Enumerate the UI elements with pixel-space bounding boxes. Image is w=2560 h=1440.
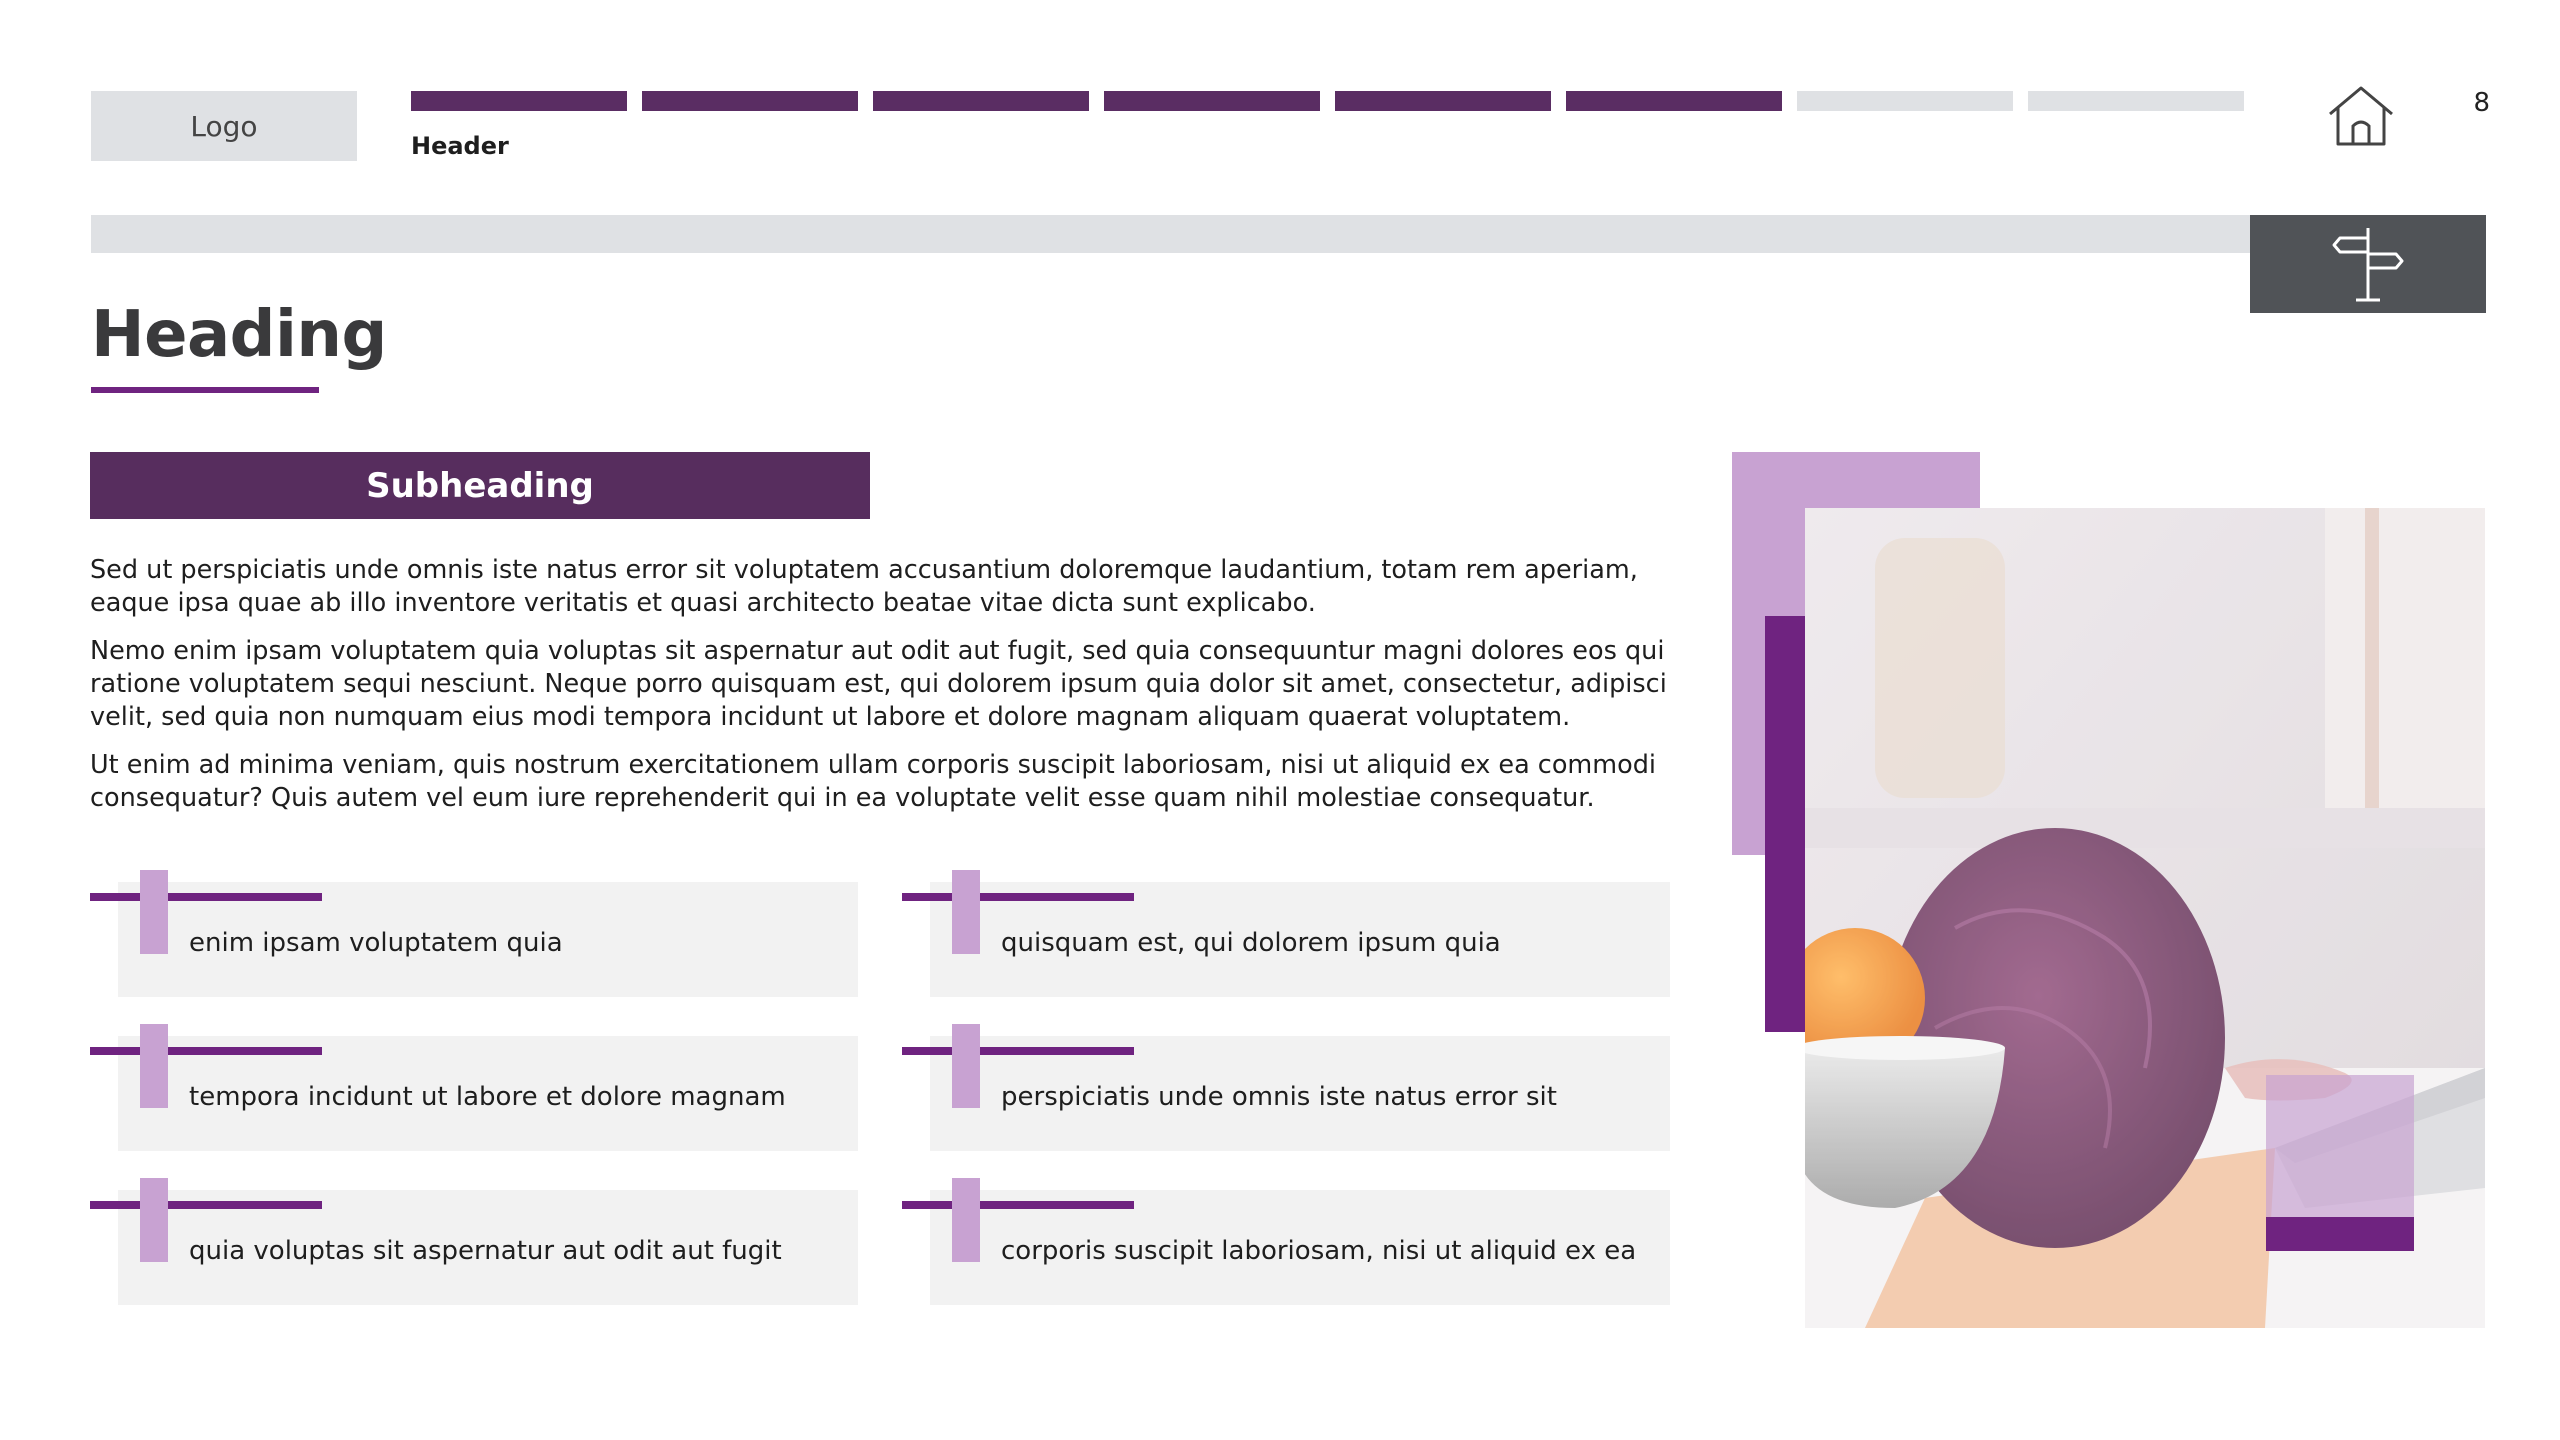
subheading: Subheading xyxy=(90,452,870,519)
list-item xyxy=(902,870,1642,985)
progress-segment xyxy=(1566,91,1782,111)
progress-segment xyxy=(873,91,1089,111)
logo[interactable]: Logo xyxy=(91,91,357,161)
list-item xyxy=(902,1024,1642,1139)
list-item-label: perspiciatis unde omnis iste natus error sit xyxy=(1001,1082,1557,1112)
progress-segment xyxy=(642,91,858,111)
progress-segment xyxy=(1104,91,1320,111)
list-item-label: quia voluptas sit aspernatur aut odit aut fugit xyxy=(189,1236,782,1266)
list-item-label: enim ipsam voluptatem quia xyxy=(189,928,563,958)
body-text xyxy=(90,554,1680,830)
progress-segment xyxy=(1335,91,1551,111)
list-item xyxy=(90,1178,830,1293)
heading-underline xyxy=(91,387,319,393)
page-number: 8 xyxy=(2473,88,2490,118)
progress-segment xyxy=(411,91,627,111)
decorative-strip xyxy=(1765,616,1805,1032)
home-icon[interactable] xyxy=(2326,84,2396,148)
progress-segment xyxy=(2028,91,2244,111)
paragraph: Nemo enim ipsam voluptatem quia voluptas sit aspernatur aut odit aut fugit, sed quia consequuntur magni dolores eos qui ratione voluptatem sequi nesciunt. Neque porro quisquam est, qui dolorem ipsum quia dolor sit amet, consectetur, adipisci velit, sed quia non numquam eius modi tempora incidunt ut labore et dolore magnam aliquam quaerat voluptatem. xyxy=(90,636,1667,732)
list-item-label: tempora incidunt ut labore et dolore magnam xyxy=(189,1082,786,1112)
progress-segment xyxy=(1797,91,2013,111)
list-item xyxy=(90,1024,830,1139)
page-title: Heading xyxy=(91,298,387,372)
header-label: Header xyxy=(411,132,509,160)
decorative-strip xyxy=(2266,1217,2414,1251)
decorative-block xyxy=(2266,1075,2414,1217)
list-item-label: corporis suscipit laboriosam, nisi ut aliquid ex ea xyxy=(1001,1236,1637,1266)
signpost-button[interactable] xyxy=(2250,215,2486,313)
list-item-label: quisquam est, qui dolorem ipsum quia xyxy=(1001,928,1501,958)
title-band xyxy=(91,215,2251,253)
list-item xyxy=(90,870,830,985)
list-item xyxy=(902,1178,1642,1293)
signpost-icon xyxy=(2328,224,2408,304)
progress-bar xyxy=(411,91,2244,111)
paragraph: Ut enim ad minima veniam, quis nostrum exercitationem ullam corporis suscipit laboriosam, nisi ut aliquid ex ea commodi consequatur? Quis autem vel eum iure reprehenderit qui in ea voluptate velit esse quam nihil molestiae consequatur. xyxy=(90,750,1656,813)
paragraph: Sed ut perspiciatis unde omnis iste natus error sit voluptatem accusantium doloremque laudantium, totam rem aperiam, eaque ipsa quae ab illo inventore veritatis et quasi architecto beatae vitae dicta sunt explicabo. xyxy=(90,555,1638,618)
